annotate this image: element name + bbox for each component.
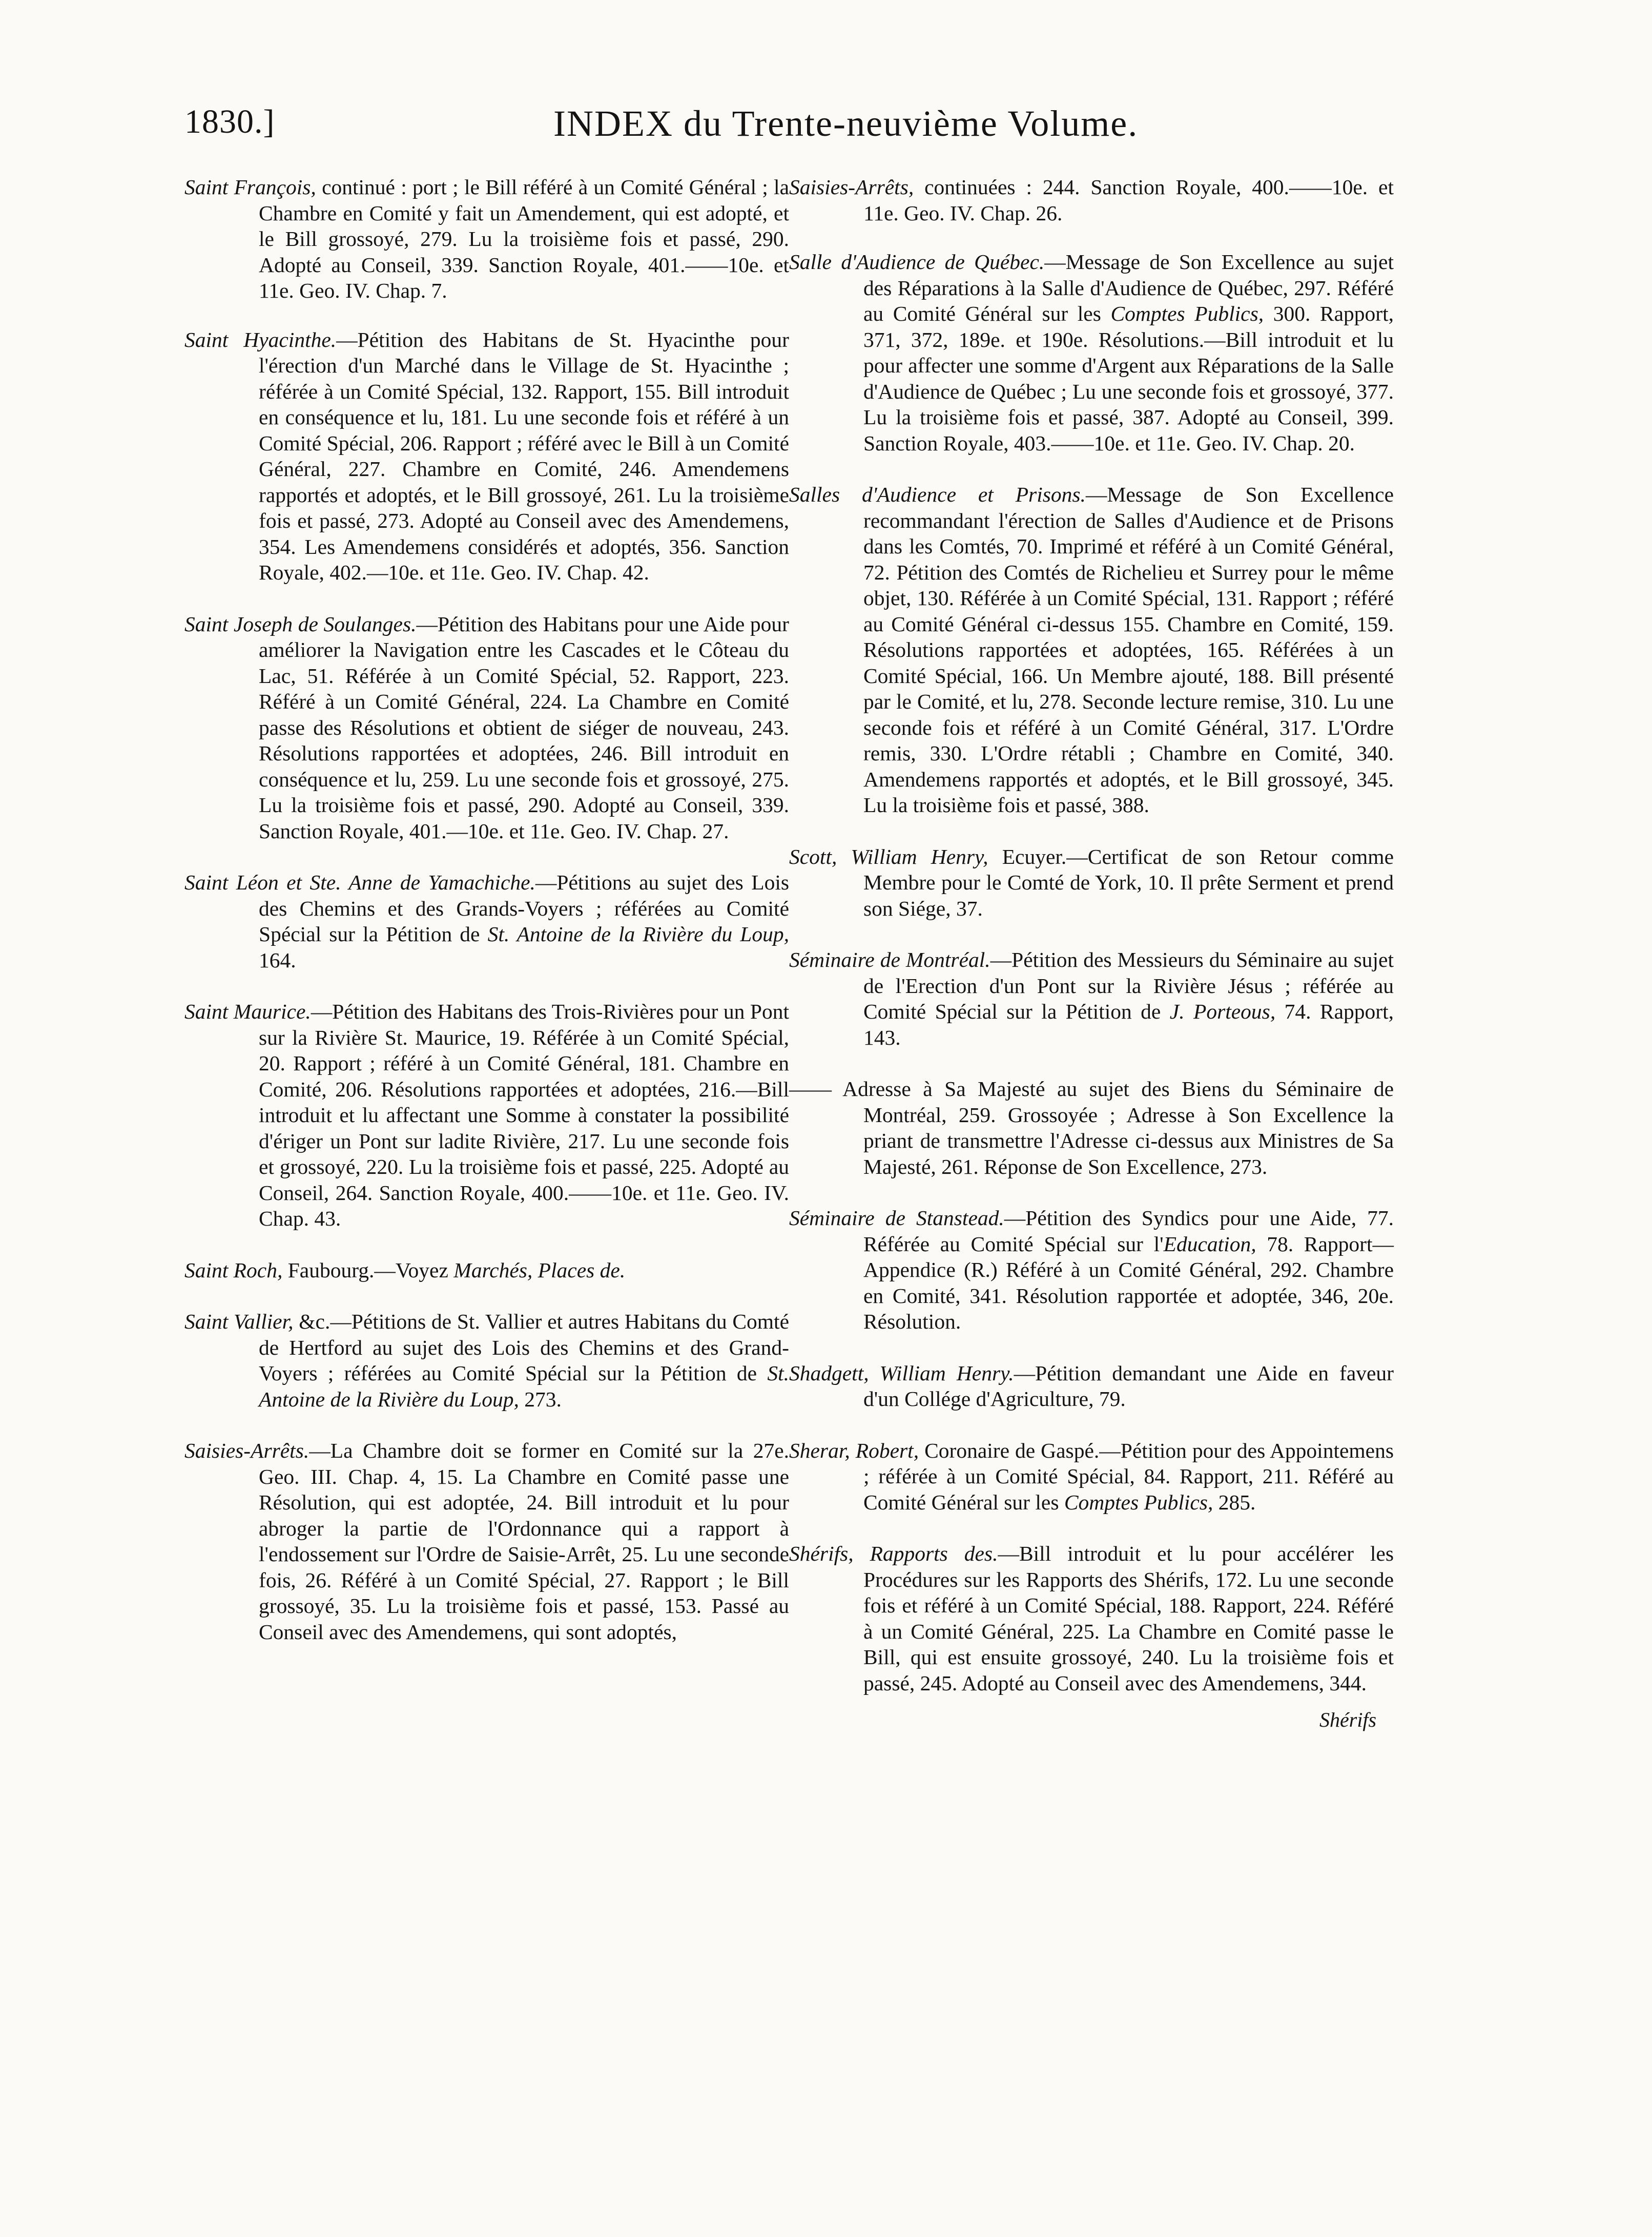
index-entry bbox=[184, 869, 789, 973]
entry-heading: Saint Léon et Ste. Anne de Yamachiche. bbox=[184, 871, 535, 894]
entry-text: —Pétition des Habitans pour une Aide pour améliorer la Navigation entre les Cascades et le Côteau du Lac, 51. Référée à un Comité Spécial, 52. Rapport, 223. Référé à un Comité Général, 224. La Chambre en Comité passe des Résolutions et obtient de siéger de nouveau, 243. Résolutions rapportées et adoptées, 246. Bill introduit en conséquence et lu, 259. Lu une seconde fois et grossoyé, 275. Lu la troisième fois et passé, 290. Adopté au Conseil, 339. Sanction Royale, 401.—10e. et 11e. Geo. IV. Chap. 27. bbox=[259, 612, 789, 843]
entry-reference: St. Antoine de la Rivière du Loup, bbox=[487, 922, 790, 946]
entry-text: —Pétition des Messieurs du Séminaire au sujet de l'Erection d'un Pont sur la Rivière Jésus ; référée au Comité Spécial sur la Pétition de bbox=[863, 948, 1394, 1023]
entry-heading: Séminaire de Stanstead. bbox=[789, 1206, 1004, 1230]
entry-text-end: 285. bbox=[1213, 1490, 1256, 1514]
index-entry bbox=[184, 1438, 789, 1645]
left-column bbox=[184, 174, 789, 1670]
entry-text-end: 300. Rapport, 371, 372, 189e. et 190e. Résolutions.—Bill introduit et lu pour affecter une somme d'Argent aux Réparations de la Salle d'Audience de Québec ; Lu une seconde fois et grossoyé, 377. Lu la troisième fois et passé, 387. Adopté au Conseil, 399. Sanction Royale, 403.——10e. et 11e. Geo. IV. Chap. 20. bbox=[863, 302, 1394, 455]
entry-heading: Salle d'Audience de Québec. bbox=[789, 250, 1045, 274]
index-entry bbox=[789, 1205, 1394, 1335]
entry-heading: Shadgett, William Henry. bbox=[789, 1361, 1014, 1385]
entry-heading: Saint Hyacinthe. bbox=[184, 327, 337, 351]
entry-text: —Message de Son Excellence recommandant l'érection de Salles d'Audience et de Prisons dans les Comtés, 70. Imprimé et référé à un Comité Général, 72. Pétition des Comtés de Richelieu et Surrey pour le même objet, 130. Référée à un Comité Spécial, 131. Rapport ; référé au Comité Général ci-dessus 155. Chambre en Comité, 159. Résolutions rapportées et adoptées, 165. Référées à un Comité Spécial, 166. Un Membre ajouté, 188. Bill présenté par le Comité, et lu, 278. Seconde lecture remise, 310. Lu une seconde fois et référé à un Comité Général, 317. L'Ordre remis, 330. L'Ordre rétabli ; Chambre en Comité, 340. Amendemens rapportés et adoptés, et le Bill grossoyé, 345. Lu la troisième fois et passé, 388. bbox=[863, 483, 1394, 817]
entry-heading: Saint Joseph de Soulanges. bbox=[184, 612, 417, 636]
entry-heading: Sherar, Robert, bbox=[789, 1438, 919, 1462]
index-entry bbox=[789, 249, 1394, 456]
entry-text: —Bill introduit et lu pour accélérer les Procédures sur les Rapports des Shérifs, 172. Lu une seconde fois et référé à un Comité Spécial, 188. Rapport, 224. Référé à un Comité Général, 225. La Chambre en Comité passe le Bill, qui est ensuite grossoyé, 240. Lu la troisième fois et passé, 245. Adopté au Conseil avec des Amendemens, 344. bbox=[863, 1542, 1394, 1695]
entry-heading: Saint François, bbox=[184, 175, 316, 199]
index-entry bbox=[184, 1309, 789, 1412]
index-entry bbox=[789, 1360, 1394, 1412]
index-entry bbox=[184, 1257, 789, 1283]
entry-text: Coronaire de Gaspé.—Pétition pour des Appointemens ; référée à un Comité Spécial, 84. Rapport, 211. Référé au Comité Général sur les bbox=[863, 1438, 1394, 1514]
entry-reference: St. Antoine de la Rivière du Loup, bbox=[259, 1361, 789, 1411]
entry-heading: Saint Vallier, bbox=[184, 1310, 294, 1333]
index-entry bbox=[789, 844, 1394, 922]
entry-heading: Saisies-Arrêts. bbox=[184, 1439, 309, 1462]
entry-heading: Salles d'Audience et Prisons. bbox=[789, 483, 1086, 506]
index-entry bbox=[184, 611, 789, 844]
index-entry bbox=[184, 327, 789, 586]
entry-heading: Saint Roch, bbox=[184, 1258, 283, 1282]
index-entry bbox=[184, 174, 789, 304]
entry-reference: Comptes Publics, bbox=[1064, 1490, 1213, 1514]
entry-text: —Pétition demandant une Aide en faveur d'un Collége d'Agriculture, 79. bbox=[863, 1361, 1394, 1411]
entry-text-end: 164. bbox=[259, 948, 296, 972]
entry-text-end: 78. Rapport—Appendice (R.) Référé à un Comité Général, 292. Chambre en Comité, 341. Résolution rapportée et adoptée, 346, 20e. Résolution. bbox=[863, 1232, 1394, 1333]
entry-text: Ecuyer.—Certificat de son Retour comme Membre pour le Comté de York, 10. Il prête Serment et prend son Siége, 37. bbox=[863, 844, 1394, 920]
entry-text: —Message de Son Excellence au sujet des Réparations à la Salle d'Audience de Québec, 297. Référé au Comité Général sur les bbox=[863, 250, 1394, 325]
right-column bbox=[789, 174, 1394, 1731]
entry-text: —La Chambre doit se former en Comité sur la 27e. Geo. III. Chap. 4, 15. La Chambre en Comité passe une Résolution, qui est adoptée, 24. Bill introduit et lu pour abroger la partie de l'Ordonnance qui a rapport à l'endossement sur l'Ordre de Saisie-Arrêt, 25. Lu une seconde fois, 26. Référé à un Comité Spécial, 27. Rapport ; le Bill grossoyé, 35. Lu la troisième fois et passé, 153. Passé au Conseil avec des Amendemens, qui sont adoptés, bbox=[259, 1439, 789, 1644]
entry-text: —Pétition des Syndics pour une Aide, 77. Référée au Comité Spécial sur l' bbox=[863, 1206, 1394, 1256]
entry-heading: Séminaire de Montréal. bbox=[789, 948, 990, 971]
entry-dash: —— bbox=[789, 1077, 832, 1101]
entry-heading: Saisies-Arrêts, bbox=[789, 175, 914, 199]
entry-text-end: 273. bbox=[519, 1387, 562, 1411]
entry-text: continuées : 244. Sanction Royale, 400.——10e. et 11e. Geo. IV. Chap. 26. bbox=[863, 175, 1394, 225]
page-number: 1830.] bbox=[184, 103, 275, 140]
entry-text: continué : port ; le Bill référé à un Comité Général ; la Chambre en Comité y fait un Amendement, qui est adopté, et le Bill grossoyé, 279. Lu la troisième fois et passé, 290. Adopté au Conseil, 339. Sanction Royale, 401.——10e. et 11e. Geo. IV. Chap. 7. bbox=[259, 175, 789, 302]
entry-text: Faubourg.—Voyez bbox=[282, 1258, 454, 1282]
running-head: INDEX du Trente-neuvième Volume. bbox=[553, 103, 1139, 144]
entry-heading: Saint Maurice. bbox=[184, 1000, 311, 1023]
entry-heading: Scott, William Henry, bbox=[789, 844, 988, 868]
index-entry bbox=[789, 947, 1394, 1050]
entry-reference: J. Porteous, bbox=[1169, 1000, 1276, 1023]
entry-reference: Education, bbox=[1163, 1232, 1256, 1256]
entry-reference: Comptes Publics, bbox=[1110, 302, 1264, 325]
entry-text: —Pétition des Habitans des Trois-Rivières pour un Pont sur la Rivière St. Maurice, 19. Référée à un Comité Spécial, 20. Rapport ; référé à un Comité Général, 181. Chambre en Comité, 206. Résolutions rapportées et adoptées, 216.—Bill introduit et lu affectant une Somme à constater la possibilité d'ériger un Pont sur ladite Rivière, 217. Lu une seconde fois et grossoyé, 220. Lu la troisième fois et passé, 225. Adopté au Conseil, 264. Sanction Royale, 400.——10e. et 11e. Geo. IV. Chap. 43. bbox=[259, 1000, 789, 1230]
entry-text: —Pétitions au sujet des Lois des Chemins et des Grands-Voyers ; référées au Comité Spécial sur la Pétition de bbox=[259, 871, 789, 946]
entry-reference: Marchés, Places de. bbox=[453, 1258, 626, 1282]
page-header bbox=[184, 102, 1394, 154]
index-entry bbox=[789, 1438, 1394, 1516]
index-entry bbox=[184, 999, 789, 1232]
entry-text-end: 74. Rapport, 143. bbox=[863, 1000, 1394, 1049]
entry-heading: Shérifs, Rapports des. bbox=[789, 1542, 998, 1565]
entry-text: Adresse à Sa Majesté au sujet des Biens du Séminaire de Montréal, 259. Grossoyée ; Adresse à Son Excellence la priant de transmettre l'Adresse ci-dessus aux Ministres de Sa Majesté, 261. Réponse de Son Excellence, 273. bbox=[832, 1077, 1394, 1178]
entry-text: —Pétition des Habitans de St. Hyacinthe pour l'érection d'un Marché dans le Village de St. Hyacinthe ; référée à un Comité Spécial, 132. Rapport, 155. Bill introduit en conséquence et lu, 181. Lu une seconde fois et référé à un Comité Spécial, 206. Rapport ; référé avec le Bill à un Comité Général, 227. Chambre en Comité, 246. Amendemens rapportés et adoptés, et le Bill grossoyé, 261. Lu la troisième fois et passé, 273. Adopté au Conseil avec des Amendemens, 354. Les Amendemens considérés et adoptés, 356. Sanction Royale, 402.—10e. et 11e. Geo. IV. Chap. 42. bbox=[259, 327, 789, 584]
index-entry: Shérifs, Rapports des.—Bill introduit et lu pour accélérer les Procédures sur les Rapports des Shérifs, 172. Lu une seconde fois et référé à un Comité Spécial, 188. Rapport, 224. Référé à un Comité Général, 225. La Chambre en Comité passe le Bill, qui est ensuite grossoyé, 240. Lu la troisième fois et passé, 245. Adopté au Conseil avec des Amendemens, 344. Shérifs bbox=[789, 1542, 1394, 1731]
entry-text: &c.—Pétitions de St. Vallier et autres Habitans du Comté de Hertford au sujet des Lois des Chemins et des Grand-Voyers ; référées au Comité Spécial sur la Pétition de bbox=[259, 1310, 789, 1385]
index-entry bbox=[789, 174, 1394, 226]
index-entry bbox=[789, 482, 1394, 818]
index-entry bbox=[789, 1076, 1394, 1179]
